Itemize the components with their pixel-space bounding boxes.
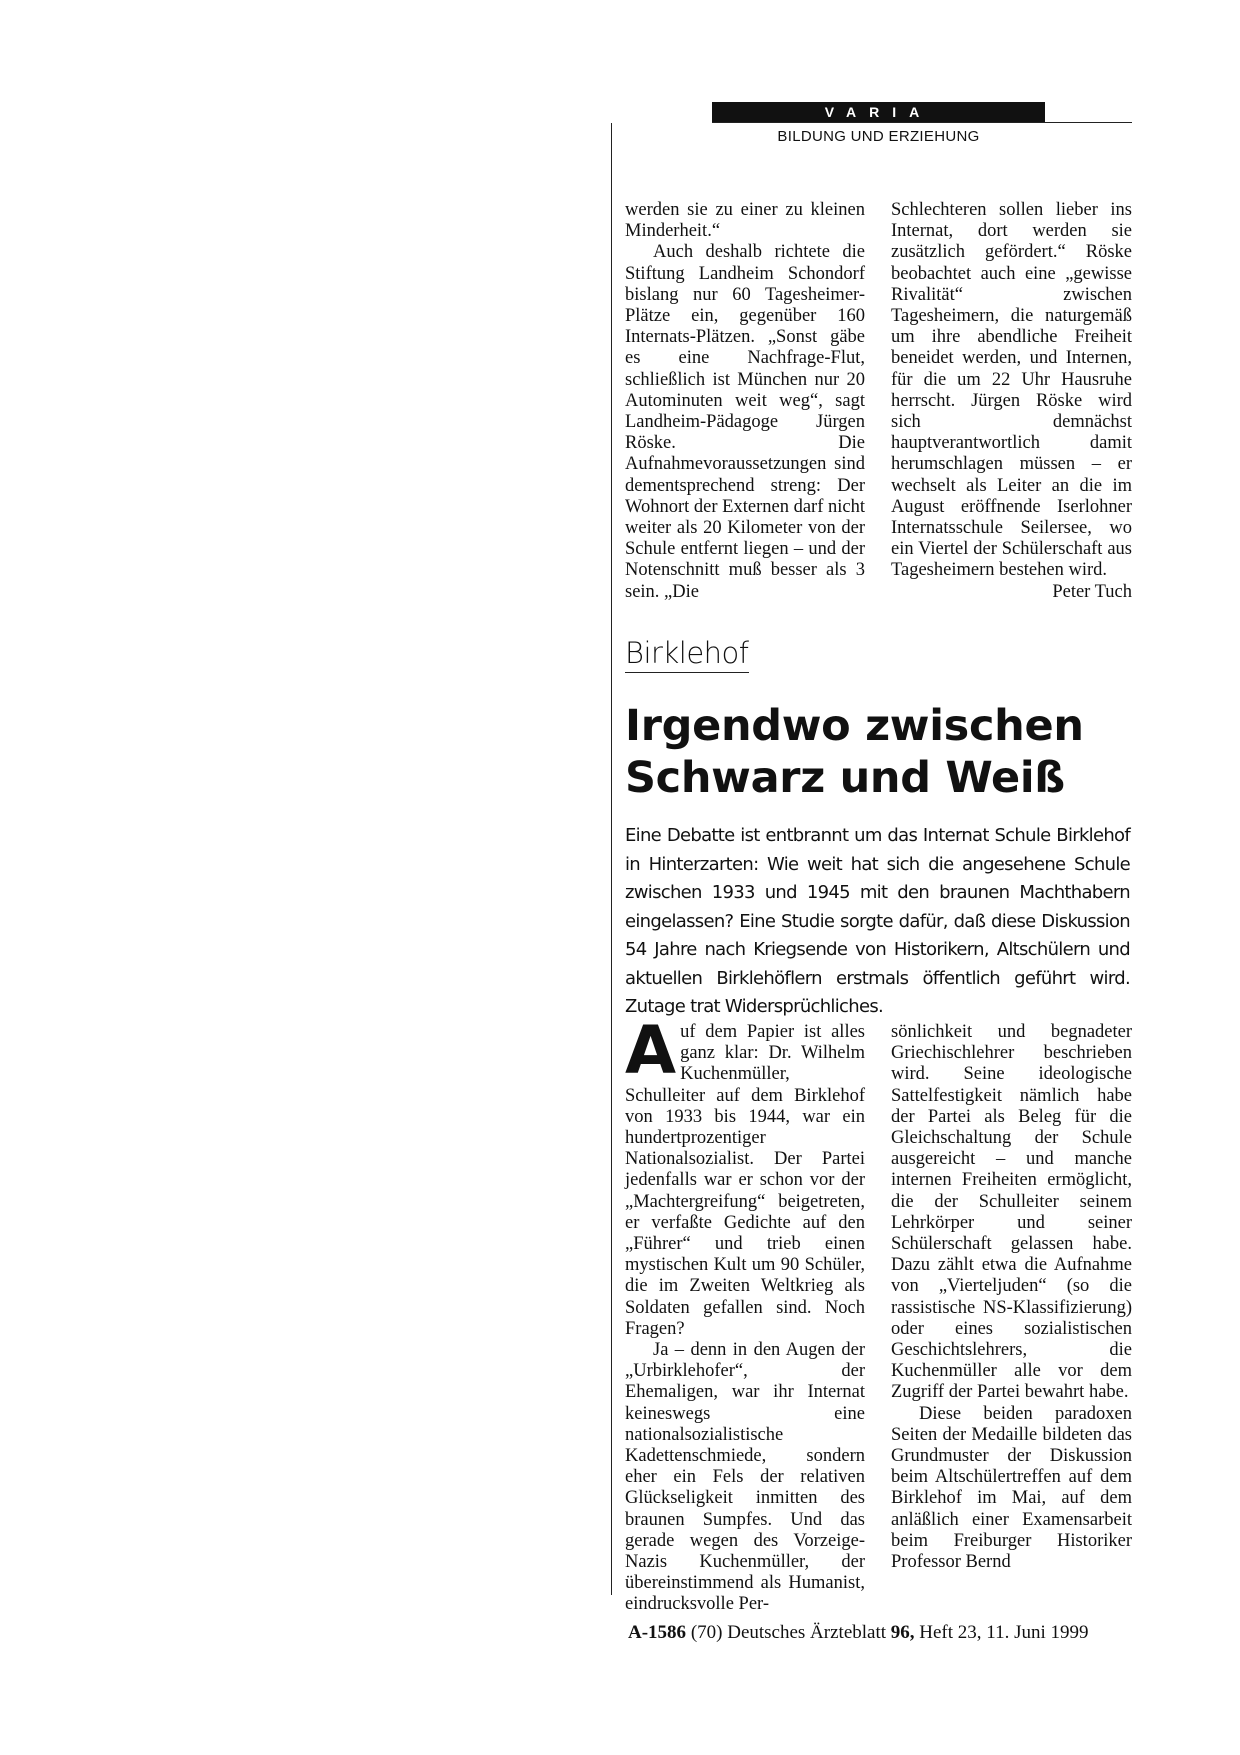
article-column-1 [625, 1012, 865, 1616]
article-lead: Eine Debatte ist entbrannt um das Internat Schule Birklehof in Hinterzarten: Wie weit hat sich die angesehene Schule zwischen 1933 und 1945 mit den braunen Machthabern eingelassen? Eine Studie sorgte dafür, daß diese Diskussion 54 Jahre nach Kriegsende von Historikern, Altschülern und aktuellen Birklehöflern erstmals öffentlich geführt wird. Zutage trat Widersprüchliches. [625, 825, 1130, 1017]
paragraph: werden sie zu einer zu kleinen Minderheit.“ [625, 200, 865, 242]
issue-date: Heft 23, 11. Juni 1999 [919, 1622, 1089, 1643]
paragraph: Auch deshalb richtete die Stiftung Landheim Schondorf bislang nur 60 Tagesheimer-Plätze ein, gegenüber 160 Internats-Plätzen. „Sonst gäbe es eine Nachfrage-Flut, schließlich ist München nur 20 Autominuten weit weg“, sagt Landheim-Pädagoge Jürgen Röske. Die Aufnahmevoraussetzungen sind dementsprechend streng: Der Wohnort der Externen darf nicht weiter als 20 Kilometer von der Schule entfernt liegen – und der Notenschnitt muß besser als 3 sein. „Die [625, 242, 865, 602]
paragraph: Schlechteren sollen lieber ins Internat, dort werden sie zusätzlich gefördert.“ Röske beobachtet auch eine „gewisse Rivalität“ zwischen Tagesheimern, die naturgemäß um ihre abendliche Freiheit beneidet werden, und Internen, für die um 22 Uhr Hausruhe herrscht. Jürgen Röske wird sich demnächst hauptverantwortlich damit herumschlagen müssen – er wechselt als Leiter an die im August eröffnende Iserlohner Internatsschule Seilersee, wo ein Viertel der Schülerschaft aus Tagesheimern bestehen wird. [891, 200, 1132, 581]
drop-cap: A [625, 1012, 677, 1089]
page-footer [628, 1622, 1089, 1644]
header-rule [712, 122, 1132, 123]
section-tag: VARIA [712, 102, 1045, 122]
section-title: BILDUNG UND ERZIEHUNG [777, 128, 980, 145]
author: Peter Tuch [1052, 581, 1132, 602]
paragraph: sönlichkeit und begnadeter Griechischlehrer beschrieben wird. Seine ideologische Sattelfestigkeit nämlich habe der Partei als Beleg für die Gleichschaltung der Schule ausgereicht – und manche internen Freiheiten ermöglicht, die der Schulleiter seinem Lehrkörper und seiner Schülerschaft gelassen habe. Dazu zählt etwa die Aufnahme von „Vierteljuden“ (so die rassistische NS-Klassifizierung) oder eines sozialistischen Geschichtslehrers, die Kuchenmüller alle vor dem Zugriff der Partei bewahrt habe. [891, 1022, 1132, 1403]
paragraph: Diese beiden paradoxen Seiten der Medaille bildeten das Grundmuster der Diskussion beim Altschülertreffen auf dem Birklehof im Mai, auf dem anläßlich einer Examensarbeit beim Freiburger Historiker Professor Bernd [891, 1403, 1132, 1573]
paragraph-text: uf dem Papier ist alles ganz klar: Dr. Wilhelm Kuchenmüller, Schulleiter auf dem Birklehof von 1933 bis 1944, war ein hundertprozentiger Nationalsozialist. Der Partei jedenfalls war er schon vor der „Machtergreifung“ beigetreten, er verfaßte Gedichte auf den „Führer“ und trieb einen mystischen Kult um 90 Schüler, die im Zweiten Weltkrieg als Soldaten gefallen sind. Noch Fragen? [625, 1022, 865, 1339]
page-number: A-1586 [628, 1622, 687, 1643]
article-kicker: Birklehof [625, 636, 749, 673]
publication: (70) Deutsches Ärzteblatt [690, 1622, 887, 1643]
article-headline [625, 700, 1145, 804]
volume: 96, [890, 1622, 915, 1643]
paragraph: Ja – denn in den Augen der „Urbirklehofer“, der Ehemaligen, war ihr Internat keineswegs eine nationalsozialistische Kadettenschmiede, sondern eher ein Fels der relativen Glückseligkeit inmitten des braunen Sumpfes. Und das gerade wegen des Vorzeige-Nazis Kuchenmüller, der übereinstimmend als Humanist, eindrucksvolle Per- [625, 1340, 865, 1615]
headline-line-1: Irgendwo zwischen [625, 701, 1084, 751]
previous-article-column-2 [891, 200, 1132, 603]
headline-line-2: Schwarz und Weiß [625, 753, 1065, 803]
paragraph [625, 1012, 865, 1340]
column-rule [611, 123, 612, 1595]
article-column-2 [891, 1022, 1132, 1573]
previous-article-column-1 [625, 200, 865, 603]
